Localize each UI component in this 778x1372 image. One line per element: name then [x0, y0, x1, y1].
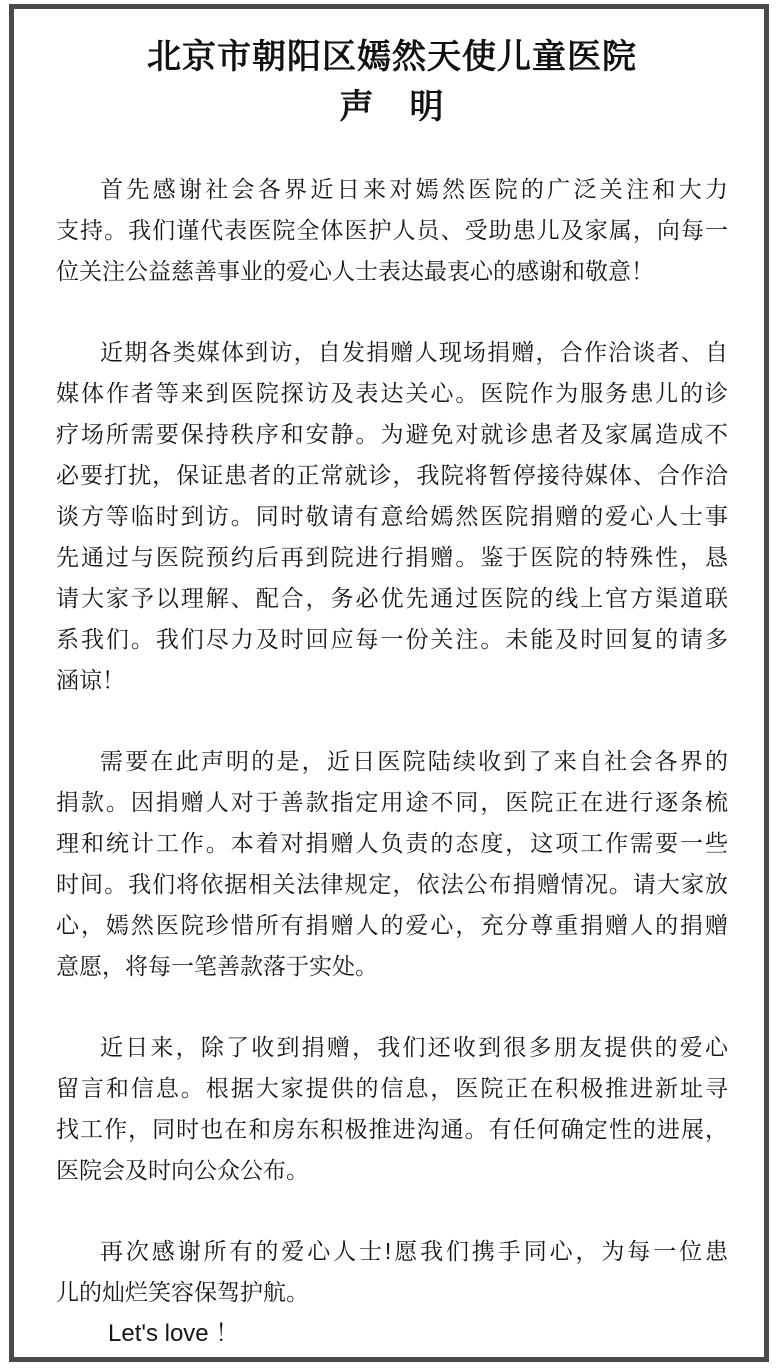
paragraph-line: 媒体作者等来到医院探访及表达关心。医院作为服务患儿的诊	[56, 380, 728, 406]
paragraph-line: 需要在此声明的是，近日医院陆续收到了来自社会各界的	[100, 748, 728, 774]
paragraph-line: 找工作，同时也在和房东积极推进沟通。有任何确定性的进展，	[56, 1116, 728, 1142]
paragraphs-container	[56, 169, 728, 1354]
paragraph	[56, 169, 728, 292]
paragraph-line: 请大家予以理解、配合，务必优先通过医院的线上官方渠道联	[56, 585, 728, 611]
paragraph-line: 儿的灿烂笑容保驾护航。	[56, 1279, 309, 1305]
closing-line: Let's love ！	[108, 1320, 240, 1347]
paragraph-line: 意愿，将每一笔善款落于实处。	[56, 953, 378, 979]
document-subtitle: 声 明	[339, 88, 445, 126]
document-title: 北京市朝阳区嫣然天使儿童医院	[147, 38, 637, 76]
paragraph-line: 首先感谢社会各界近日来对嫣然医院的广泛关注和大力	[100, 176, 728, 202]
paragraph-line: 系我们。我们尽力及时回应每一份关注。未能及时回复的请多	[56, 626, 728, 652]
paragraph-line: 涵谅！	[56, 667, 125, 693]
paragraph-line: 支持。我们谨代表医院全体医护人员、受助患儿及家属，向每一	[56, 217, 728, 243]
paragraph-line: 先通过与医院预约后再到院进行捐赠。鉴于医院的特殊性，恳	[56, 544, 728, 570]
paragraph-line: 近日来，除了收到捐赠，我们还收到很多朋友提供的爱心	[100, 1034, 728, 1060]
paragraph-line: 医院会及时向公众公布。	[56, 1157, 309, 1183]
paragraph	[56, 1231, 728, 1354]
paragraph-line: 留言和信息。根据大家提供的信息，医院正在积极推进新址寻	[56, 1075, 728, 1101]
paragraph-line: 理和统计工作。本着对捐赠人负责的态度，这项工作需要一些	[56, 830, 728, 856]
paragraph-line: 捐款。因捐赠人对于善款指定用途不同，医院正在进行逐条梳	[56, 789, 728, 815]
paragraph	[56, 1027, 728, 1191]
paragraph-line: 心，嫣然医院珍惜所有捐赠人的爱心，充分尊重捐赠人的捐赠	[56, 912, 728, 938]
paragraph-line: 必要打扰，保证患者的正常就诊，我院将暂停接待媒体、合作洽	[56, 462, 728, 488]
paragraph	[56, 332, 728, 701]
document-content	[14, 9, 764, 1354]
paragraph-line: 时间。我们将依据相关法律规定，依法公布捐赠情况。请大家放	[56, 871, 728, 897]
paragraph-line: 疗场所需要保持秩序和安静。为避免对就诊患者及家属造成不	[56, 421, 728, 447]
paragraph-line: 近期各类媒体到访，自发捐赠人现场捐赠，合作洽谈者、自	[100, 339, 728, 365]
paragraph-line: 谈方等临时到访。同时敬请有意给嫣然医院捐赠的爱心人士事	[56, 503, 728, 529]
statement-document	[9, 4, 769, 1362]
paragraph	[56, 741, 728, 987]
paragraph-line: 位关注公益慈善事业的爱心人士表达最衷心的感谢和敬意！	[56, 258, 654, 284]
paragraph-line: 再次感谢所有的爱心人士!愿我们携手同心，为每一位患	[100, 1238, 728, 1264]
